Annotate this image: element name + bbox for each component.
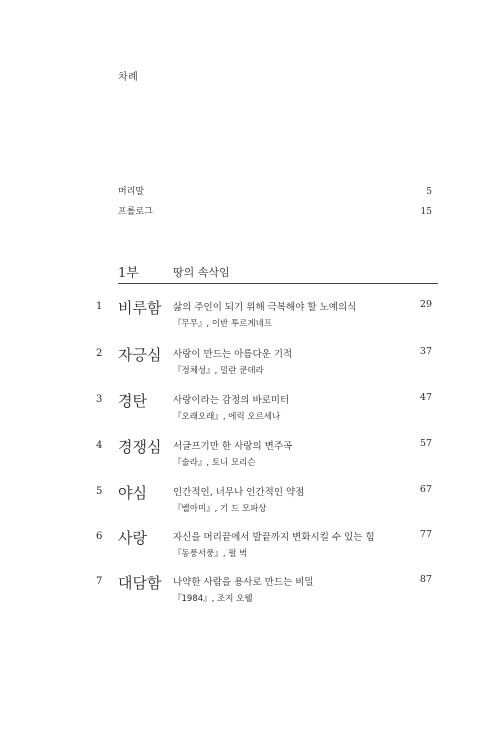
chapter-number: 4: [96, 440, 103, 451]
chapter-number: 3: [96, 394, 103, 405]
chapter-description: 인간적인, 너무나 인간적인 약점: [173, 487, 305, 498]
chapter-source: 『1984』, 조지 오웰: [173, 594, 253, 604]
chapter-description: 자신을 머리끝에서 발끝까지 변화시킬 수 있는 힘: [173, 532, 375, 543]
front-matter-item-prologue[interactable]: [118, 205, 432, 219]
chapter-page: 47: [419, 392, 432, 403]
front-matter-label: 머리말: [118, 187, 145, 197]
chapter-number: 7: [96, 576, 103, 587]
chapter-number: 6: [96, 531, 103, 542]
part-divider: [118, 283, 438, 284]
chapter-number: 1: [96, 301, 103, 312]
chapter-name: 경쟁심: [118, 438, 162, 456]
chapter-page: 67: [419, 484, 432, 495]
chapter-entry[interactable]: [96, 436, 432, 476]
chapter-name: 대담함: [118, 574, 162, 592]
chapter-name: 야심: [118, 484, 147, 502]
chapter-description: 사랑이라는 감정의 바로미터: [173, 395, 290, 406]
page-title: 차례: [118, 72, 139, 83]
chapter-entry[interactable]: [96, 344, 432, 384]
chapter-description: 서글프기만 한 사랑의 변주곡: [173, 441, 293, 452]
chapter-source: 『벨아미』, 기 드 모파상: [173, 504, 267, 514]
chapter-page: 87: [419, 574, 432, 585]
chapter-page: 77: [419, 529, 432, 540]
chapter-source: 『술라』, 토니 모리슨: [173, 458, 256, 468]
chapter-entry[interactable]: [96, 572, 432, 612]
chapter-description: 나약한 사람을 용사로 만드는 비밀: [173, 577, 314, 588]
part-header: [118, 262, 438, 286]
chapter-page: 29: [419, 299, 432, 310]
front-matter-item-preface[interactable]: [118, 185, 432, 199]
chapter-entry[interactable]: [96, 297, 432, 337]
chapter-entry[interactable]: [96, 527, 432, 567]
chapter-page: 37: [419, 346, 432, 357]
chapter-source: 『정체성』, 밀란 쿤데라: [173, 366, 264, 376]
chapter-entry[interactable]: [96, 482, 432, 522]
chapter-number: 5: [96, 486, 103, 497]
chapter-source: 『무무』, 이반 투르게네프: [173, 319, 273, 329]
part-title: 땅의 속삭임: [173, 266, 230, 279]
front-matter-page: 15: [420, 207, 432, 217]
chapter-description: 사랑이 만드는 아름다운 기적: [173, 349, 293, 360]
chapter-source: 『동풍서풍』, 펄 벅: [173, 549, 248, 559]
chapter-name: 경탄: [118, 392, 147, 410]
part-label: 1부: [118, 266, 139, 281]
chapter-source: 『오래오래』, 에릭 오르세나: [173, 412, 281, 422]
chapter-entry[interactable]: [96, 390, 432, 430]
chapter-description: 삶의 주인이 되기 위해 극복해야 할 노예의식: [173, 302, 357, 313]
chapter-name: 사랑: [118, 529, 147, 547]
chapter-name: 자긍심: [118, 346, 162, 364]
chapter-name: 비루함: [118, 299, 162, 317]
chapter-number: 2: [96, 348, 103, 359]
front-matter-label: 프롤로그: [118, 207, 153, 217]
front-matter-page: 5: [426, 187, 432, 197]
chapter-page: 57: [419, 438, 432, 449]
